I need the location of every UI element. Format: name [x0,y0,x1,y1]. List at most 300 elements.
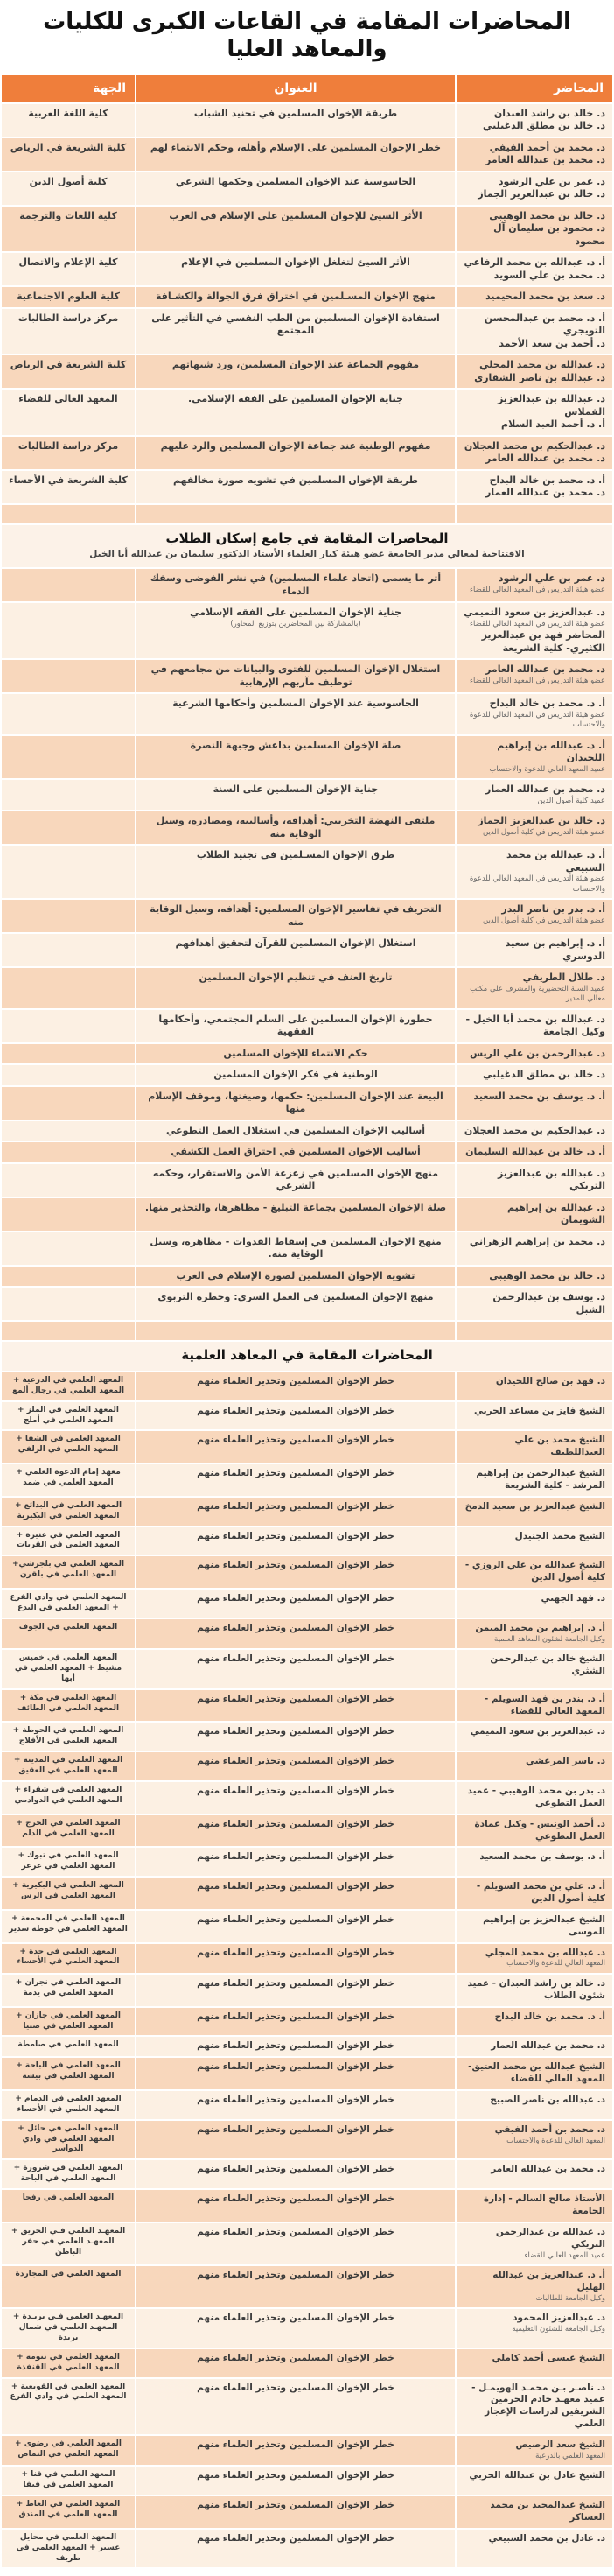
entity-cell [2,1815,135,1847]
title-cell [136,1065,455,1085]
lecturer-cell [457,694,612,733]
lecturer-name: د. عبدالعزيز المحمود [513,2313,605,2324]
entity-cell [2,437,135,469]
table-row [2,1556,612,1588]
table-row [2,2160,612,2188]
table-row [2,1142,612,1162]
lecturer-cell [457,1142,612,1162]
entity-cell [2,1087,135,1120]
lecture-title: خطر الإخوان المسلمين وتحذير العلماء منهم [197,2226,394,2237]
title-cell [136,1911,455,1942]
title-cell [136,287,455,307]
lecture-title: منهج الإخوان المسلمين في العمل السري: وخطره التربوي [157,1291,434,1303]
title-cell [136,811,455,844]
lecture-title: مفهوم الوطنية عند جماعة الإخوان المسلمين والرد عليهم [160,439,431,452]
title-cell [136,1198,455,1231]
lecturer-name-note: عميد كلية أصول الدين [537,796,605,805]
title-cell [136,1372,455,1400]
entity-name: معهد إمام الدعوة العلمي + المعهد العلمي في ضمد [16,1468,121,1487]
lecturer-name: د. محمود بن سليمان آل محمود [493,222,605,247]
table-row [2,2121,612,2159]
entity-name: كلية الإعلام والاتصال [18,256,118,269]
lecturer-name-note: المعهد العالي للدعوة والاحتساب [506,2136,605,2145]
lecturer-cell [457,968,612,1007]
entity-cell [2,2223,135,2264]
entity-name: المعهد العلمي في المجمعة + المعهد العلمي في حوطة سدير [9,1913,128,1934]
entity-name: كلية الشريعة في الرياض [10,359,127,371]
lecturer-name: أ. د. عبدالعزيز بن عبدالله الهليل [492,2269,605,2292]
lecturer-name: د. ناصـر بـن محمـد الهويمـل - عميد معهـد خادم الحرمين الشريفين لدراسات الإعجاز العلمي [471,2382,605,2430]
spacer-cell [457,505,612,523]
lecturer-cell [457,569,612,601]
lecturer-name: د. عبدالحكيم بن محمد العجلان [464,439,605,452]
lecturer-cell [457,660,612,692]
title-cell [136,2530,455,2568]
entity-name: المعهد العلمي في الجوف [18,1622,118,1632]
entity-cell [2,934,135,966]
table-row [2,1975,612,2006]
lecture-title: طريقة الإخوان المسلمين في تشويه صورة مخالفهم [172,474,419,486]
entity-name: المعهد العلمي في الملز + المعهد العلمي في أملج [17,1405,119,1425]
lecturer-cell [457,253,612,285]
title-cell [136,694,455,733]
lecturer-name: الشيخ عبدالله بن علي الروزي - كلية أصول الدين [464,1560,605,1583]
lecturer-name-note: المعهد العلمي بالدرعية [535,2451,605,2460]
lecturer-name: د. عمر بن علي الرشود [498,572,605,585]
lecturer-cell [457,2160,612,2188]
lecturer-cell [457,1288,612,1320]
lecturer-name: الشيخ خالد بن عبدالرحمن الشثري [490,1653,605,1676]
title-cell [136,2349,455,2377]
lecture-title: جناية الإخوان المسلمين على السنة [213,783,379,796]
entity-name: المعهد العلمي في رفحا [22,2193,115,2203]
lecturer-name: أ. د. عبدالله بن إبراهيم اللحيدان [497,739,605,764]
lecturer-name-note: عضو هيئة التدريس في المعهد العالي للدعوة والاحتساب [469,710,605,730]
lecturer-cell [457,2190,612,2222]
entity-name: المعهد العلمي في قنا + المعهد العلمي في فيفا [21,2470,115,2490]
lecture-title: الأثر السيئ للإخوان المسلمين على الإسلام في الغرب [169,209,422,221]
entity-cell [2,1010,135,1042]
lecture-title: طريقة الإخوان المسلمين في تجنيد الشباب [193,107,398,119]
entity-name: المعهد العلمي في عنيزة + المعهد العلمي في القريات [16,1530,121,1550]
lecturer-name: الشيخ فايز بن مساعد الحربي [474,1405,605,1416]
lecture-title: خطر الإخوان المسلمين وتحذير العلماء منهم [197,2313,394,2324]
lecturer-name: أ. د. محمد بن عبدالمحسن التويجري [484,312,605,337]
entity-cell [2,1044,135,1064]
lecturer-name: د. محمد بن عبدالله العامر [491,2164,605,2175]
entity-cell [2,1065,135,1085]
entity-cell [2,1527,135,1555]
entity-name: المعهد العلمي في رضوى + المعهد العلمي في النماص [15,2439,122,2459]
title-cell [136,2496,455,2528]
entity-cell [2,569,135,601]
lecturer-cell [457,1267,612,1287]
title-cell [136,1723,455,1751]
lecture-title: مفهوم الجماعة عند الإخوان المسلمين، ورد شبهاتهم [171,359,420,371]
lecturer-name: د. عبدالرحمن بن علي الريس [469,1047,605,1059]
lecturer-name-note: المعهد العالي للدعوة والاحتساب [506,1959,605,1969]
lecturer-cell [457,1944,612,1973]
spacer-cell [136,1322,455,1340]
lecturer-cell [457,1815,612,1847]
lecturer-name: الشيخ عبدالعزيز بن إبراهيم الموسى [483,1913,605,1937]
table-row [2,172,612,205]
entity-name: المعهد العلمي في تبوك + المعهد العلمي في عرعر [17,1851,119,1871]
table-row [2,1690,612,1722]
entity-name: كلية العلوم الاجتماعية [17,291,120,303]
lecturer-name: د. خالد بن عبدالعزيز الجماز [478,815,605,827]
entity-cell [2,1878,135,1909]
entity-cell [2,1464,135,1496]
lecturer-name: د. فهد الجهني [541,1593,605,1604]
lecture-title: خطر الإخوان المسلمين وتحذير العلماء منهم [197,2094,394,2105]
entity-cell [2,172,135,205]
lecturer-name: د. أحمد الونيس - وكيل عمادة العمل التطوعي [474,1818,605,1842]
title-cell [136,355,455,388]
title-cell [136,1782,455,1814]
table-row [2,1065,612,1085]
lecturer-cell [457,1878,612,1909]
lecturer-name: أ. د. بندر بن فهد السويلم - المعهد العالي للقضاء [484,1693,605,1716]
entity-cell [2,471,135,503]
title-cell [136,1087,455,1120]
title-cell [136,1690,455,1722]
lecturer-cell [457,2037,612,2056]
lecture-title: الجاسوسية عند الإخوان المسلمين وحكمها الشرعي [175,175,416,187]
lecturer-cell [457,2091,612,2119]
lecturer-name: د. عمر بن علي الرشود [498,175,605,187]
entity-cell [2,2037,135,2056]
lecture-title: خطر الإخوان المسلمين وتحذير العلماء منهم [197,2352,394,2363]
lecture-title: خطر الإخوان المسلمين وتحذير العلماء منهم [197,1435,394,1446]
lecturer-name: أ. د. بدر بن ناصر البدر [501,903,605,916]
lecture-title: منهج الإخوان المسلمين في إسقاط القدوات - مظاهره، وسبل الوقاية منه. [150,1235,442,1260]
lecture-title: خطر الإخوان المسلمين وتحذير العلماء منهم [197,2500,394,2511]
lecture-title: خطر الإخوان المسلمين وتحذير العلماء منهم [197,2382,394,2393]
title-cell [136,471,455,503]
lecturer-name: الشيخ عادل بن عبدالله الحربي [469,2470,605,2481]
lecturer-cell [457,1065,612,1085]
lecturer-cell [457,811,612,844]
entity-cell [2,1288,135,1320]
entity-name: المعهد العلمي في وادي الفرع + المعهد العلمي في البدع [10,1593,127,1612]
lecturer-name-note: عضو هيئة التدريس في كلية أصول الدين [482,916,605,925]
lecturer-cell [457,1848,612,1876]
title-cell [136,104,455,137]
lecture-title: استغلال الإخوان المسلمين للفتوى والبيانات من مجامعهم في توظيف مآربهم الإرهابية [150,663,441,688]
title-cell [136,2266,455,2307]
title-cell [136,1267,455,1287]
lecturer-cell [457,287,612,307]
entity-name: المعهد العلمي في جدة + المعهد العلمي في الأحساء [17,1947,120,1967]
section-header-band [2,525,612,567]
table-row [2,1815,612,1847]
lecturer-cell [457,1232,612,1265]
lecturer-name: الشيخ عبدالرحمن بن إبراهيم المرشد - كلية الشريعة [476,1468,605,1491]
entity-name: المعهد العلمي في حائل + المعهد العلمي في وادي الدواسر [17,2123,119,2154]
lecturer-name-note: عضو هيئة التدريس في المعهد العالي للدعوة والاحتساب [469,874,605,894]
title-cell [136,138,455,171]
lecturer-cell [457,2349,612,2377]
entity-cell [2,390,135,435]
title-cell [136,1848,455,1876]
table-row [2,2223,612,2264]
lecture-title: خطر الإخوان المسلمين وتحذير العلماء منهم [197,1593,394,1604]
entity-cell [2,1723,135,1751]
lecturer-name: د. عبدالله بن ناصر الصبيح [490,2094,605,2105]
title-cell [136,2058,455,2089]
title-cell [136,1752,455,1780]
title-cell [136,2190,455,2222]
entity-name: المعهد العلمي في المدينة + المعهد العلمي في العقيق [13,1756,123,1776]
entity-name: المعهد العلمي في البكيرية + المعهد العلمي في الرس [12,1881,124,1901]
table-row [2,1782,612,1814]
entity-name: المعهد العلمي في الدمام + المعهد العلمي في الأحساء [15,2094,122,2114]
table-row [2,2266,612,2307]
lecturer-cell [457,2266,612,2307]
lecturer-name-note: وكيل الجامعة لشئون المعاهد العلمية [494,1634,605,1644]
table-row [2,2467,612,2495]
lecturer-name: أ. د. محمد بن خالد البداح [489,698,605,710]
table-row [2,138,612,171]
table-row [2,1372,612,1400]
lecture-title: خطر الإخوان المسلمين وتحذير العلماء منهم [197,2470,394,2481]
title-cell [136,2436,455,2465]
lecturer-name: د. سعد بن محمد المحيميد [485,291,605,303]
table-row [2,1087,612,1120]
table-row [2,2091,612,2119]
entity-cell [2,1431,135,1463]
title-cell [136,846,455,898]
entity-cell [2,138,135,171]
entity-name: المعهد العلمي في الخرج + المعهد العلمي في الدلم [16,1818,121,1838]
entity-cell [2,2436,135,2465]
title-cell [136,1431,455,1463]
lecture-title: أثر ما يسمى (اتحاد علماء المسلمين) في نشر الفوضى وسفك الدماء [150,572,442,597]
entity-name: المعهد العلمي في الباحة + المعهد العلمي في بيشة [16,2061,121,2081]
lecturer-name-note: عضو هيئة التدريس في كلية أصول الدين [482,827,605,837]
lecture-title-note: (بالمشاركة بين المحاضرين بتوزيع المحاور) [230,619,361,628]
entity-name: المعهد العلمي في خميس مشيط + المعهد العلمي في أبها [14,1653,122,1683]
lecturer-name: أ. د. يوسف بن محمد السعيد [473,1090,605,1102]
lecture-title: خطورة الإخوان المسلمين على السلم المجتمعي، وأحكامها الفقهية [158,1013,433,1038]
lecture-title: ملتقى النهضة التخريبي: أهدافه، وأساليبه، ومصادره، وسبل الوقاية منه [156,815,436,839]
entity-cell [2,1650,135,1688]
lecturer-cell [457,1121,612,1141]
entity-cell [2,694,135,733]
table-row [2,660,612,692]
lecturer-cell [457,1911,612,1942]
lecturer-cell [457,309,612,354]
lecturer-name: د. طلال الطريفي [522,972,605,984]
entity-cell [2,2266,135,2307]
table-row [2,968,612,1007]
lecturer-name: د. عبدالله بن عبدالرحمن التريكي [495,2226,605,2250]
lecture-title: تاريخ العنف في تنظيم الإخوان المسلمين [199,972,393,984]
title-cell [136,437,455,469]
table-row [2,2496,612,2528]
title-cell [136,207,455,252]
entity-cell [2,1848,135,1876]
table-row [2,1121,612,1141]
lecturer-cell [457,2436,612,2465]
table-row [2,1848,612,1876]
lecturer-name: د. محمد بن عبدالله العامر [485,453,605,465]
entity-cell [2,780,135,810]
lecturer-name: الشيخ محمد الجنيدل [514,1530,605,1541]
table-row [2,1911,612,1942]
entity-name: المعهد العلمي في البدائع + المعهد العلمي في البكيرية [14,1500,122,1520]
entity-cell [2,1402,135,1430]
entity-cell [2,355,135,388]
table-row [2,569,612,601]
column-header-lecturer: المحاضر [457,75,612,102]
table-row [2,1198,612,1231]
entity-cell [2,1556,135,1588]
lecturer-name: الشيخ محمد بن علي العبداللطيف [514,1435,605,1458]
table-row [2,811,612,844]
lecturer-name: د. عبدالله بن محمد المجلي [485,1947,605,1958]
entity-name: كلية الشريعة في الأحساء [9,474,128,486]
table-row [2,780,612,810]
lecturer-name: الشيخ عبدالعزيز بن سعيد الدمخ [464,1500,605,1512]
lecturer-name: أ. د. محمد بن خالد البداح [494,2011,605,2022]
lecturer-name: د. عبدالعزيز بن سعود التميمي [464,607,605,619]
lecture-title: خطر الإخوان المسلمين وتحذير العلماء منهم [197,1693,394,1704]
lecturer-cell [457,172,612,205]
lecture-title: خطر الإخوان المسلمين وتحذير العلماء منهم [197,1851,394,1863]
spacer-cell [457,1322,612,1340]
entity-cell [2,1142,135,1162]
table-row [2,2530,612,2568]
entity-name: كلية اللغات والترجمة [19,209,117,221]
entity-name: كلية اللغة العربية [28,107,108,119]
entity-name: مركز دراسة الطالبات [17,439,119,452]
entity-cell [2,660,135,692]
lecture-title: تشويه الإخوان المسلمين لصورة الإسلام في الغرب [176,1269,415,1281]
lecturer-cell [457,1044,612,1064]
table-row [2,2436,612,2465]
lecture-title: خطر الإخوان المسلمين وتحذير العلماء منهم [197,2439,394,2450]
lecturer-name: د. خالد بن محمد الوهيبي [489,209,605,221]
spacer-row [2,505,612,523]
table-row [2,1498,612,1526]
entity-cell [2,2530,135,2568]
entity-name: المعهد العلمي في محايل عسير + المعهد العلمي في طريف [16,2532,121,2563]
lecture-title: أساليب الإخوان المسلمين في استغلال العمل التطوعي [165,1124,426,1136]
lecturer-cell [457,1087,612,1120]
lecture-title: خطر الإخوان المسلمين وتحذير العلماء منهم [197,1405,394,1416]
entity-cell [2,968,135,1007]
lecturer-cell [457,1723,612,1751]
entity-name: المعهـد العلمي فـي بريـدة + المعهـد العلمي في شمال بريدة [12,2313,124,2342]
entity-cell [2,900,135,932]
title-cell [136,736,455,779]
table-row [2,390,612,435]
lecture-title: خطر الإخوان المسلمين وتحذير العلماء منهم [197,1530,394,1541]
lecturer-cell [457,1752,612,1780]
table-row [2,2190,612,2222]
lecturer-cell [457,138,612,171]
lecturer-cell [457,1498,612,1526]
lecture-title: خطر الإخوان المسلمين وتحذير العلماء منهم [197,1622,394,1633]
title-cell [136,1590,455,1618]
lecturer-name: د. عبدالحكيم بن محمد العجلان [464,1124,605,1136]
entity-cell [2,1372,135,1400]
lecture-title: صلة الإخوان المسلمين بداعش وجبهة النصرة [190,739,401,751]
title-cell [136,1044,455,1064]
table-row [2,1044,612,1064]
title-cell [136,1878,455,1909]
table-row [2,1288,612,1320]
entity-name: المعهد العلمي في شقراء + المعهد العلمي في الدوادمي [14,1785,122,1805]
lecture-title: خطر الإخوان المسلمين وتحذير العلماء منهم [197,2123,394,2135]
table-row [2,1590,612,1618]
entity-cell [2,603,135,658]
title-cell [136,1464,455,1496]
title-cell [136,1288,455,1320]
lecturer-name: د. خالد بن مطلق الدغيلبي [482,1069,605,1081]
lecture-title: خطر الإخوان المسلمين وتحذير العلماء منهم [197,1375,394,1386]
title-cell [136,253,455,285]
lecturer-name: د. خالد بن محمد الوهيبي [489,1269,605,1281]
table-row [2,900,612,932]
lecturer-name: د. أحمد بن سعد الأحمد [499,337,605,349]
table-row [2,2349,612,2377]
table-body [2,104,612,2568]
table-row [2,1464,612,1496]
lecturer-name: أ. د. علي بن محمد السويلم - كلية أصول الدين [476,1881,605,1904]
table-row [2,287,612,307]
entity-cell [2,1911,135,1942]
lecturer-name: د. عبدالله بن إبراهيم الشويمان [506,1201,605,1226]
lecturer-cell [457,1198,612,1231]
lecture-title: حكم الانتماء للإخوان المسلمين [223,1047,368,1059]
lecturer-cell [457,1782,612,1814]
lecturer-name: د. عادل بن محمد السبيعي [488,2532,605,2544]
table-row [2,1752,612,1780]
lecturer-cell [457,1010,612,1042]
lecturer-cell [457,2008,612,2036]
lecturer-cell [457,2496,612,2528]
lecture-title: صلة الإخوان المسلمين بجماعة التبليغ - مظاهرها، والتحذير منها. [144,1201,447,1213]
lecturer-cell [457,104,612,137]
table-row [2,471,612,503]
lecture-title: خطر الإخوان المسلمين وتحذير العلماء منهم [197,2061,394,2073]
entity-name: المعهد العلمي في المجاردة [15,2269,122,2278]
lecture-title: خطر الإخوان المسلمين وتحذير العلماء منهم [197,2193,394,2205]
entity-cell [2,1690,135,1722]
title-cell [136,1619,455,1648]
lecturer-cell [457,355,612,388]
table-row [2,1723,612,1751]
title-cell [136,1142,455,1162]
lecturer-cell [457,1690,612,1722]
entity-cell [2,2058,135,2089]
lecture-title: خطر الإخوان المسلمين وتحذير العلماء منهم [197,2164,394,2175]
lecture-title: خطر الإخوان المسلمين وتحذير العلماء منهم [197,1500,394,1512]
lecturer-name: د. خالد بن راشد العبدان - عميد شئون الطلاب [467,1977,605,2001]
lecturer-name: د. محمد بن أحمد الفيفي [494,2123,605,2135]
lecturer-name: د. خالد بن مطلق الدغيلبي [482,120,605,132]
lecturer-cell [457,1372,612,1400]
entity-name: مركز دراسة الطالبات [17,312,119,324]
table-row [2,736,612,779]
lecture-title: البيعة عند الإخوان المسلمين: حكمها، وصيغتها، وموقف الإسلام منها [148,1090,443,1115]
entity-cell [2,2379,135,2434]
table-row [2,1402,612,1430]
lecturer-name: د. خالد بن عبدالعزيز الجماز [478,188,605,200]
